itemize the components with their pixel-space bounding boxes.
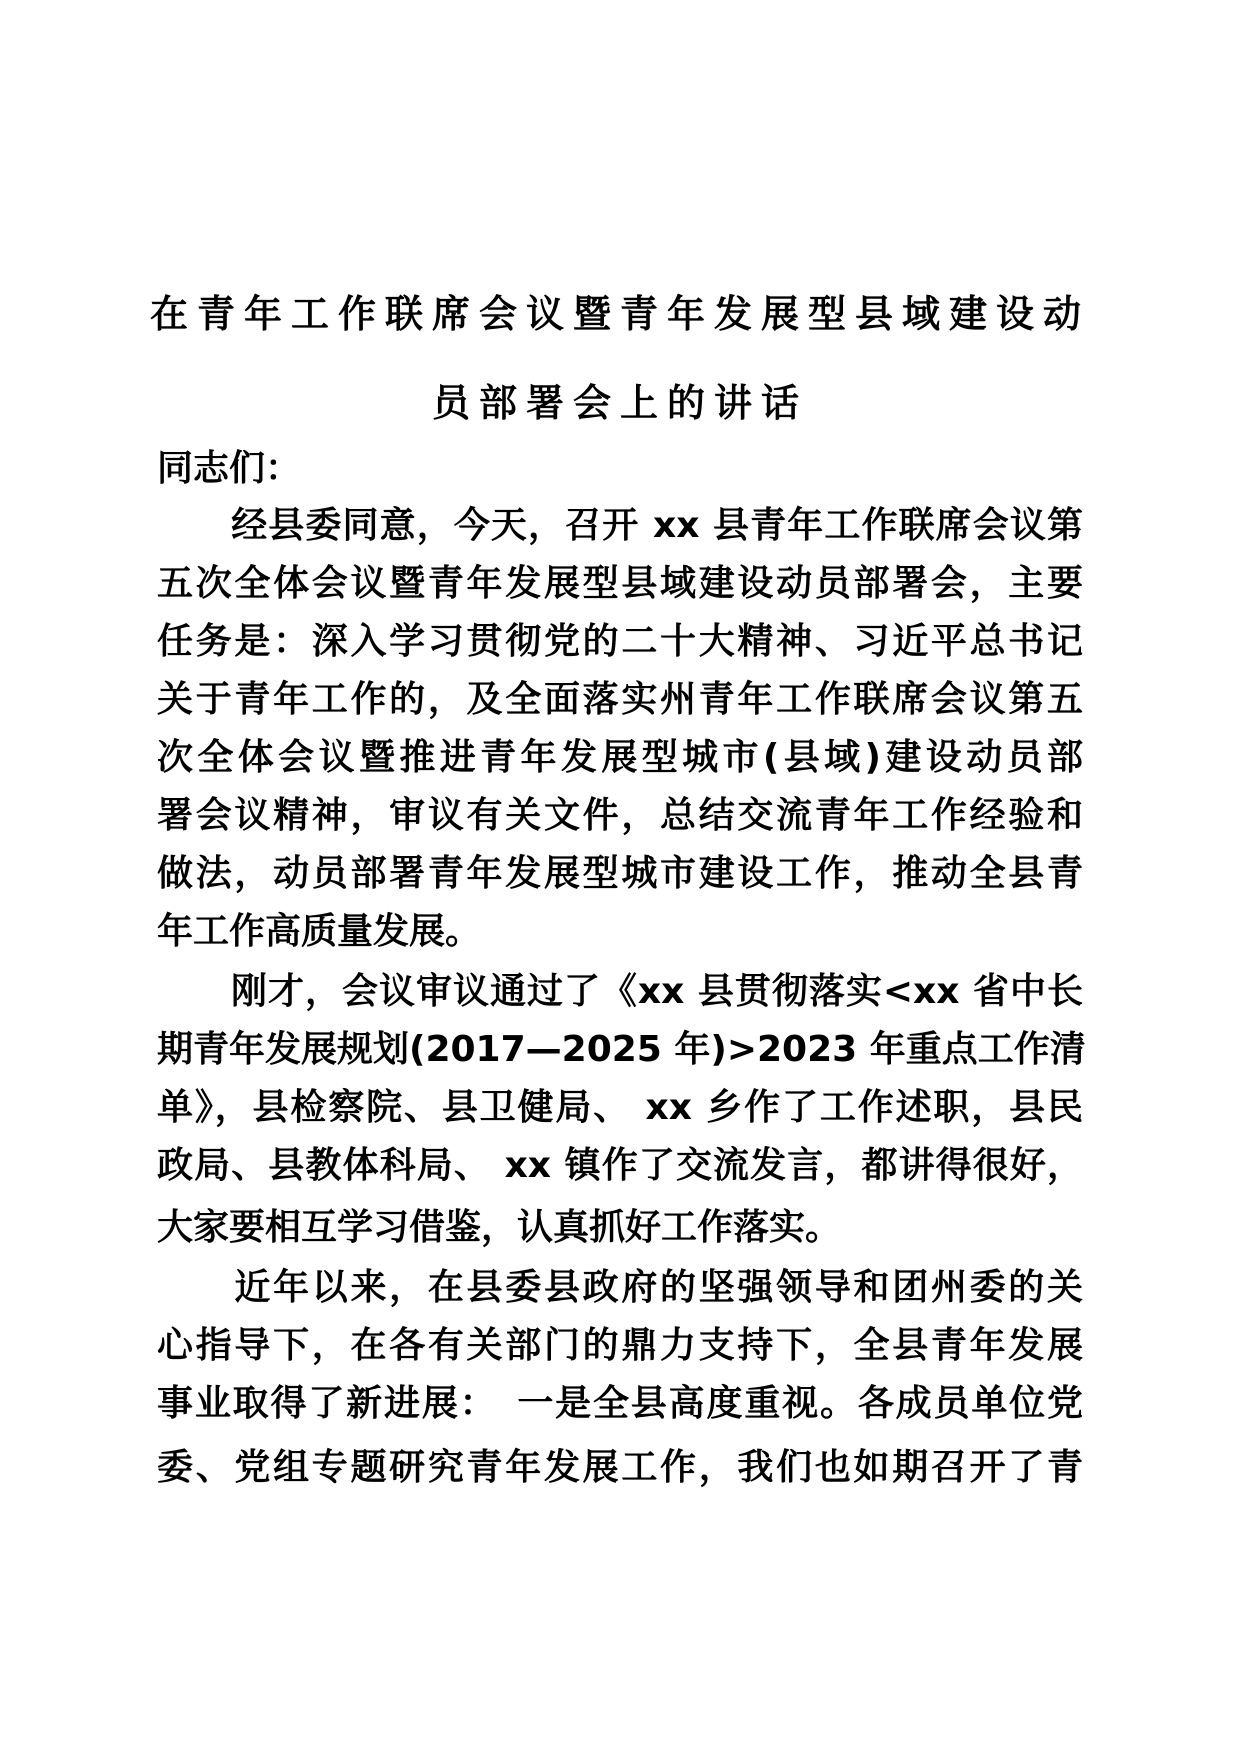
body-line: 做法，动员部署青年发展型城市建设工作，推动全县青 [157,853,1083,894]
body-line: 心指导下，在各有关部门的鼎力支持下，全县青年发展 [157,1325,1083,1366]
body-line: 政局、县教体科局、 xx 镇作了交流发言，都讲得很好， [157,1145,1083,1186]
body-line: 五次全体会议暨青年发展型县域建设动员部署会，主要 [157,563,1083,604]
body-line: 刚才，会议审议通过了《xx 县贯彻落实<xx 省中长 [157,971,1083,1012]
body-line: 委、党组专题研究青年发展工作，我们也如期召开了青 [157,1447,1083,1488]
body-line: 任务是：深入学习贯彻党的二十大精神、习近平总书记 [157,621,1083,662]
body-line: 年工作高质量发展。 [157,911,482,952]
body-line: 大家要相互学习借鉴，认真抓好工作落实。 [157,1207,842,1248]
body-line: 署会议精神，审议有关文件，总结交流青年工作经验和 [157,795,1083,836]
body-line: 期青年发展规划(2017—2025 年)>2023 年重点工作清 [157,1029,1086,1070]
body-line: 单》，县检察院、县卫健局、 xx 乡作了工作述职，县民 [157,1087,1083,1128]
body-line: 事业取得了新进展： 一是全县高度重视。各成员单位党 [157,1383,1083,1424]
body-line: 经县委同意，今天，召开 xx 县青年工作联席会议第 [157,505,1083,546]
body-line: 近年以来，在县委县政府的坚强领导和团州委的关 [157,1267,1083,1308]
document-title-line-2: 员部署会上的讲话 [431,381,808,425]
body-line: 次全体会议暨推进青年发展型城市(县域)建设动员部 [157,737,1083,778]
body-line: 关于青年工作的，及全面落实州青年工作联席会议第五 [157,679,1083,720]
salutation: 同志们： [157,448,302,489]
document-title-line-1: 在青年工作联席会议暨青年发展型县域建设动 [149,292,1090,336]
